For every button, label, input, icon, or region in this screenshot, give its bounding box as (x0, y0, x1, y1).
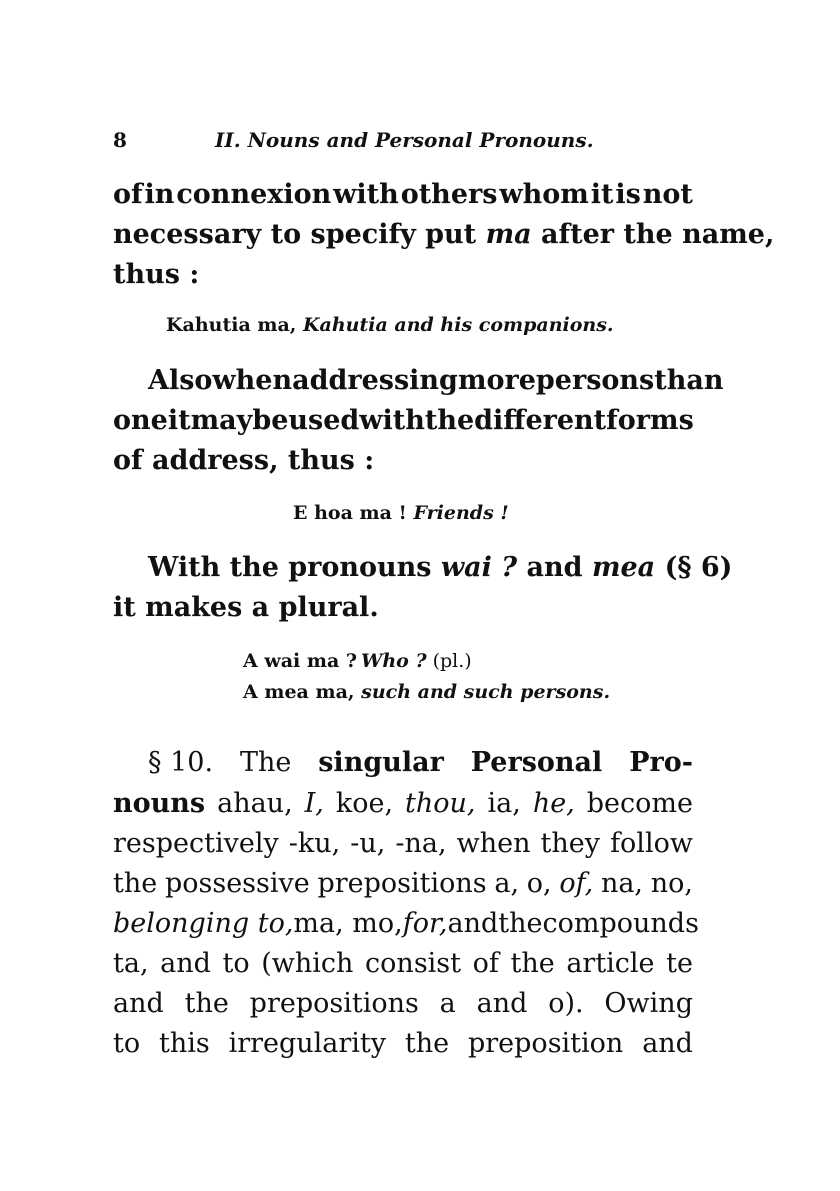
section10-line5: belonging to, ma, mo, for, and the compounds (113, 908, 699, 939)
section10-line3: respectively -ku, -u, -na, when they follow (113, 828, 693, 859)
para2-line2: one it may be used with the different forms (113, 405, 694, 436)
section10-line2: nouns ahau, I, koe, thou, ia, he, become (113, 788, 693, 819)
section-number: § 10. (148, 747, 214, 778)
section10-line4: the possessive prepositions a, o, of, na, no, (113, 868, 693, 899)
para1-line3: thus : (113, 259, 200, 290)
running-head: II. Nouns and Personal Pronouns. (215, 128, 594, 152)
example-wai-ma: A wai ma ? Who ? (pl.) (243, 650, 472, 672)
section10-line6: ta, and to (which consist of the article te (113, 948, 693, 979)
example-friends: E hoa ma ! Friends ! (293, 502, 509, 524)
para1-line1: of in connexion with others whom it is not (113, 179, 693, 210)
section10-line1: § 10. The singular Personal Pro- (148, 743, 693, 783)
para1-line2: necessary to specify put ma after the name, (113, 219, 775, 250)
para3-line1: With the pronouns wai ? and mea (§ 6) (148, 552, 733, 583)
section10-line7: and the prepositions a and o). Owing (113, 988, 693, 1019)
example-mea-ma: A mea ma, such and such persons. (243, 681, 611, 703)
page-number: 8 (113, 128, 127, 152)
para3-line2: it makes a plural. (113, 592, 379, 623)
para2-line3: of address, thus : (113, 445, 375, 476)
para2-line1: Also when addressing more persons than (148, 365, 724, 396)
page-header (113, 128, 693, 158)
section10-line8: to this irregularity the preposition and (113, 1028, 693, 1059)
example-kahutia: Kahutia ma, Kahutia and his companions. (166, 314, 614, 336)
